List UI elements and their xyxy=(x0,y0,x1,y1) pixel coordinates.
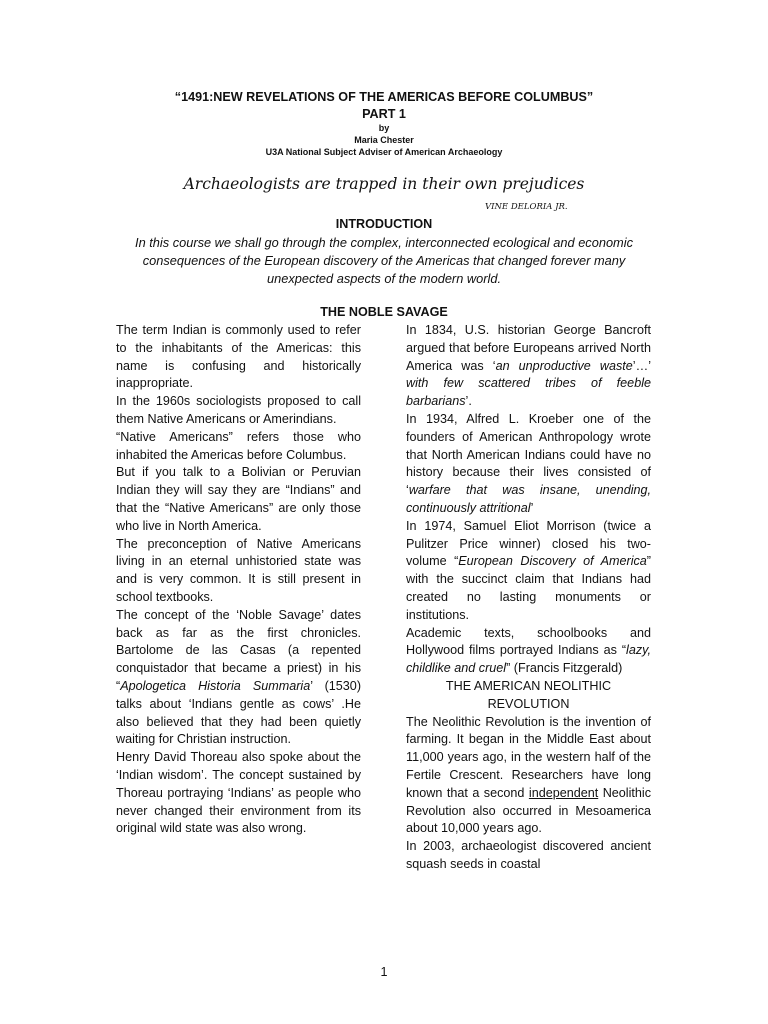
text-run: ’…’ xyxy=(632,358,651,373)
epigraph-attribution: VINE DELORIA JR. xyxy=(485,202,568,212)
paragraph: In the 1960s sociologists proposed to call them Native Americans or Amerindians. xyxy=(116,394,361,426)
text-run: ’ (1530) talks about ‘Indians gentle as cows’ .He also believed that they had been quietly waiting for Christian instruction. xyxy=(116,678,362,747)
text-run: ’. xyxy=(465,394,472,409)
text-run: Neolithic Revolution also occurred in Mesoamerica about 10,000 years ago. xyxy=(406,785,651,836)
paragraph xyxy=(406,714,651,839)
quote-run: lazy, childlike and cruel xyxy=(406,643,651,676)
paragraph: In 2003, archaeologist discovered ancient squash seeds in coastal xyxy=(406,839,651,871)
text-run: In 1934, Alfred L. Kroeber one of the founders of American Anthropology wrote that North American Indians could have no history because their lives consisted of ‘ xyxy=(406,411,651,498)
quote-run: with few scattered tribes of feeble barbarians xyxy=(406,376,651,409)
document-title: “1491:NEW REVELATIONS OF THE AMERICAS BEFORE COLUMBUS” xyxy=(174,90,594,104)
paragraph xyxy=(406,625,651,678)
paragraph: The preconception of Native Americans living in an eternal unhistoried state was and is very common. It is still present in school textbooks. xyxy=(116,536,361,604)
quote-run: warfare that was insane, unending, continuously attritional xyxy=(406,483,651,515)
paragraph: Henry David Thoreau also spoke about the ‘Indian wisdom’. The concept sustained by Thoreau portraying ‘Indians’ as people who never changed their environment from its original wild state was also wrong. xyxy=(116,750,361,836)
book-title: Apologetica Historia Summaria xyxy=(120,678,311,693)
text-run: The Neolithic Revolution is the invention of farming. It began in the Middle East about 11,000 years ago, in the western half of the Fertile Crescent. Researchers have long known that a second xyxy=(406,714,651,800)
page-number: 1 xyxy=(380,965,388,979)
quote-run: an unproductive waste xyxy=(495,358,633,373)
paragraph: “Native Americans” refers those who inhabited the Americas before Columbus. xyxy=(116,429,361,462)
author-name: Maria Chester xyxy=(354,135,414,145)
text-run: Academic texts, schoolbooks and Hollywood films portrayed Indians as “ xyxy=(406,625,651,658)
text-run: ” (Francis Fitzgerald) xyxy=(506,661,623,676)
paragraph xyxy=(116,607,361,749)
paragraph xyxy=(406,322,651,411)
text-run: ” with the succinct claim that Indians had created no lasting monuments or institutions. xyxy=(406,554,651,622)
text-run: In 1974, Samuel Eliot Morrison (twice a Pulitzer Price winner) closed his two-volume “ xyxy=(406,518,651,569)
paragraph: But if you talk to a Bolivian or Peruvian Indian they will say they are “Indians” and that the “Native Americans” are only those who live in North America. xyxy=(116,465,361,533)
author-role: U3A National Subject Adviser of American Archaeology xyxy=(265,147,503,157)
paragraph xyxy=(406,411,651,518)
section-heading-noble-savage: THE NOBLE SAVAGE xyxy=(320,305,448,319)
text-run: In 1834, U.S. historian George Bancroft argued that before Europeans arrived North America was ‘ xyxy=(406,323,651,373)
subheading-neolithic: THE AMERICAN NEOLITHIC REVOLUTION xyxy=(445,678,612,711)
paragraph xyxy=(406,518,651,625)
introduction-heading: INTRODUCTION xyxy=(335,217,433,231)
byline: by xyxy=(378,123,390,133)
paragraph: The term Indian is commonly used to refer to the inhabitants of the Americas: this name is confusing and historically inappropriate. xyxy=(116,323,361,391)
underlined-word: independent xyxy=(528,785,599,800)
text-run: ’ xyxy=(530,500,534,515)
book-title: European Discovery of America xyxy=(458,554,647,569)
right-column xyxy=(406,322,651,874)
introduction-text: In this course we shall go through the complex, interconnected ecological and economic consequences of the European discovery of the Americas that changed forever many unexpected aspects of the modern world. xyxy=(135,235,633,286)
left-column xyxy=(116,322,361,838)
text-run: The concept of the ‘Noble Savage’ dates back as far as the first chronicles. Bartolome de las Casas (a repented conquistador that became a priest) in his “ xyxy=(116,607,361,693)
epigraph-quote: Archaeologists are trapped in their own prejudices xyxy=(183,175,585,193)
part-label: PART 1 xyxy=(362,107,406,121)
